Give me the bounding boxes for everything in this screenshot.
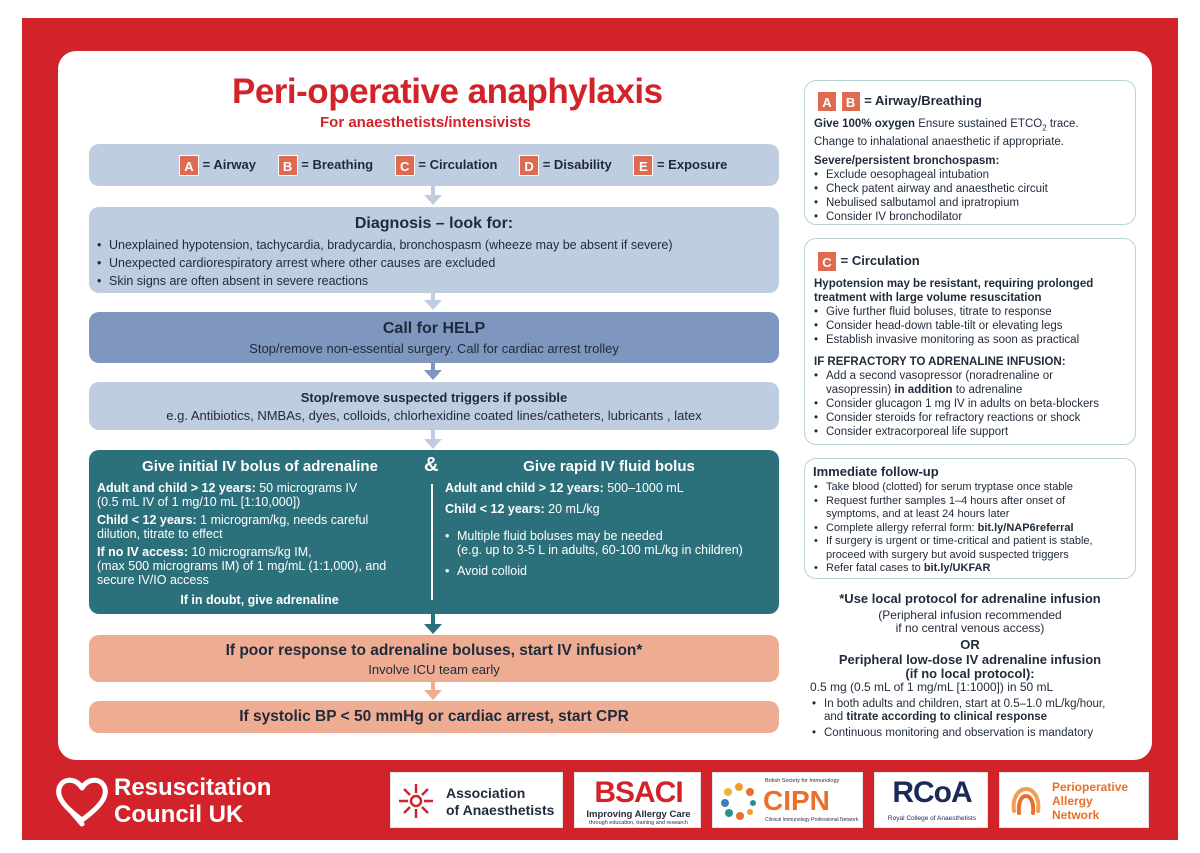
- letter-e-badge: E: [633, 155, 653, 176]
- list-item: • Consider extracorporeal life support: [814, 425, 1132, 439]
- list-item: • Request further samples 1–4 hours after onset of symptoms, and at least 24 hours later: [814, 495, 1134, 522]
- child-label: Child < 12 years:: [97, 513, 197, 527]
- fluid-adult-label: Adult and child > 12 years:: [445, 481, 604, 495]
- infusion-heading: If poor response to adrenaline boluses, start IV infusion*: [225, 642, 643, 659]
- nap6-referral-link[interactable]: bit.ly/NAP6referral: [977, 521, 1074, 534]
- abcde-breathing-label: = Breathing: [301, 156, 374, 172]
- call-for-help-box: [89, 312, 779, 363]
- letter-b-badge: B: [278, 155, 298, 176]
- letter-a-badge: A: [817, 91, 837, 112]
- flow-arrow-head: [424, 370, 442, 380]
- adrenaline-dosing: [97, 481, 422, 607]
- diagnosis-box: [89, 207, 779, 293]
- rcoa-logo: [874, 772, 988, 828]
- flow-arrow-head: [424, 439, 442, 449]
- list-item: • Avoid colloid: [445, 564, 775, 578]
- pan-line-3: Network: [1052, 808, 1100, 822]
- infusion-dose: 0.5 mg (0.5 mL of 1 mg/mL [1:1000]) in 50 mL: [810, 680, 1054, 694]
- fluid-heading: Give rapid IV fluid bolus: [523, 458, 695, 475]
- list-item: • Add a second vasopressor (noradrenaline or vasopressin) in addition to adrenaline: [814, 369, 1132, 397]
- fluid-child-label: Child < 12 years:: [445, 502, 545, 516]
- no-iv-dose-detail-2: secure IV/IO access: [97, 573, 209, 587]
- local-note: (Peripheral infusion recommended: [878, 607, 1062, 622]
- aoa-emblem-icon: [397, 782, 435, 820]
- rcoa-subtitle: Royal College of Anaesthetists: [887, 815, 977, 822]
- no-iv-label: If no IV access:: [97, 545, 189, 559]
- cipn-subtitle: Clinical Immunology Professional Network: [765, 817, 859, 823]
- fluid-list: [445, 529, 775, 578]
- fluid-adult-dose: 500–1000 mL: [603, 481, 684, 495]
- triggers-box: [89, 382, 779, 430]
- fluid-child-dose: 20 mL/kg: [544, 502, 600, 516]
- page-title: Peri-operative anaphylaxis: [232, 72, 663, 111]
- circulation-panel: [804, 238, 1136, 445]
- triggers-text: e.g. Antibiotics, NMBAs, dyes, colloids, chlorhexidine coated lines/catheters, lubricants , latex: [166, 408, 702, 423]
- aoa-line-2: of Anaesthetists: [446, 802, 555, 818]
- abcde-exposure-label: = Exposure: [656, 156, 728, 172]
- adrenaline-heading: Give initial IV bolus of adrenaline: [142, 458, 378, 475]
- followup-list: [814, 481, 1134, 576]
- child-dose-detail: dilution, titrate to effect: [97, 527, 223, 541]
- page-subtitle: For anaesthetists/intensivists: [320, 114, 531, 131]
- circulation-heading: = Circulation: [840, 252, 920, 268]
- aoa-line-1: Association: [446, 785, 526, 801]
- list-item: • Consider steroids for refractory reactions or shock: [814, 411, 1132, 425]
- list-item: • Consider head-down table-tilt or elevating legs: [814, 319, 1132, 333]
- ampersand: &: [424, 454, 439, 476]
- letter-d-badge: D: [519, 155, 539, 176]
- circulation-body: [814, 277, 1132, 439]
- infusion-box: [89, 635, 779, 682]
- diagnosis-list: [97, 236, 673, 290]
- local-protocol-section: [804, 592, 1136, 740]
- rcuk-line-2: Council UK: [114, 801, 244, 828]
- bsaci-logo: [574, 772, 701, 828]
- infusion-list: [804, 698, 1136, 741]
- etco2-text: Ensure sustained ETCO: [915, 118, 1043, 130]
- list-item: • Give further fluid boluses, titrate to response: [814, 305, 1132, 319]
- letter-c-badge: C: [817, 251, 837, 272]
- diagnosis-heading: Diagnosis – look for:: [354, 215, 514, 232]
- infusion-text: Involve ICU team early: [368, 662, 500, 677]
- flow-arrow-head: [424, 690, 442, 700]
- list-item: • Consider glucagon 1 mg IV in adults on beta-blockers: [814, 397, 1132, 411]
- rcuk-logo-text: [114, 774, 271, 828]
- hypotension-text: Hypotension may be resistant, requiring prolonged: [814, 278, 1094, 290]
- cipn-top-text: British Society for Immunology: [765, 778, 840, 784]
- abcde-disability-label: = Disability: [542, 156, 612, 172]
- ukfar-link[interactable]: bit.ly/UKFAR: [923, 562, 991, 574]
- cipn-wordmark: CIPN: [763, 785, 830, 816]
- peripheral-infusion-heading: Peripheral low-dose IV adrenaline infusion: [838, 652, 1102, 667]
- list-item: • Skin signs are often absent in severe reactions: [97, 272, 673, 290]
- list-item: • Unexpected cardiorespiratory arrest where other causes are excluded: [97, 254, 673, 272]
- list-item: • Consider IV bronchodilator: [814, 210, 1132, 224]
- aoa-logo: [390, 772, 563, 828]
- adult-dose-detail: (0.5 mL IV of 1 mg/10 mL [1:10,000]): [97, 495, 301, 509]
- list-item: • Multiple fluid boluses may be needed (e.g. up to 3-5 L in adults, 60-100 mL/kg in children): [445, 529, 775, 557]
- trace-text: trace.: [1046, 118, 1079, 130]
- hypotension-text-2: treatment with large volume resuscitation: [814, 292, 1042, 304]
- letter-b-badge: B: [841, 91, 861, 112]
- pan-logo: [999, 772, 1149, 828]
- list-item: • Nebulised salbutamol and ipratropium: [814, 196, 1132, 210]
- abcde-bar: [89, 144, 779, 186]
- list-item: • If surgery is urgent or time-critical and patient is stable, proceed with surgery but avoid suspected triggers: [814, 535, 1134, 562]
- bronchospasm-list: [814, 168, 1132, 224]
- column-divider: [431, 484, 433, 600]
- list-item: • Take blood (clotted) for serum tryptase once stable: [814, 481, 1134, 495]
- peripheral-infusion-heading-2: (if no local protocol):: [905, 665, 1035, 681]
- list-item: • Continuous monitoring and observation is mandatory: [812, 727, 1136, 741]
- airway-body: [814, 117, 1132, 224]
- refractory-list: [814, 369, 1132, 439]
- rcoa-wordmark: RCoA: [892, 776, 972, 809]
- or-text: OR: [960, 636, 980, 652]
- local-note-2: if no central venous access): [895, 621, 1045, 635]
- circulation-list: [814, 305, 1132, 347]
- flow-arrow-head: [424, 300, 442, 310]
- cipn-dots-icon: [719, 781, 759, 821]
- list-item: • Establish invasive monitoring as soon as practical: [814, 333, 1132, 347]
- etco2-subscript: 2: [1042, 123, 1047, 133]
- refractory-heading: IF REFRACTORY TO ADRENALINE INFUSION:: [814, 356, 1066, 368]
- list-item: • In both adults and children, start at 0.5–1.0 mL/kg/hour, and titrate according to clinical response: [812, 698, 1136, 725]
- bsaci-tagline: Improving Allergy Care: [586, 809, 691, 820]
- child-dose: 1 microgram/kg, needs careful: [196, 513, 369, 527]
- fluid-dosing: [445, 481, 775, 578]
- local-protocol-heading: *Use local protocol for adrenaline infusion: [839, 591, 1101, 606]
- heart-logo-icon: [52, 770, 112, 830]
- airway-breathing-panel: [804, 80, 1136, 225]
- cipn-logo: [712, 772, 863, 828]
- cpr-box: [89, 701, 779, 733]
- list-item: • Check patent airway and anaesthetic circuit: [814, 182, 1132, 196]
- abcde-airway-label: = Airway: [202, 156, 256, 172]
- rcuk-line-1: Resuscitation: [114, 774, 272, 801]
- inhalational-text: Change to inhalational anaesthetic if appropriate.: [814, 136, 1064, 149]
- call-for-help-heading: Call for HELP: [382, 320, 486, 337]
- no-iv-dose: 10 micrograms/kg IM,: [188, 545, 312, 559]
- pan-line-1: Perioperative: [1052, 780, 1129, 794]
- bsaci-wordmark: BSACI: [594, 776, 683, 809]
- call-for-help-text: Stop/remove non-essential surgery. Call for cardiac arrest trolley: [249, 341, 619, 356]
- list-item: • Unexplained hypotension, tachycardia, bradycardia, bronchospasm (wheeze may be absent if severe): [97, 236, 673, 254]
- triggers-heading: Stop/remove suspected triggers if possible: [300, 390, 568, 405]
- pan-emblem-icon: [1008, 783, 1044, 819]
- pan-line-2: Allergy: [1052, 794, 1093, 808]
- oxygen-instruction: Give 100% oxygen: [814, 118, 915, 130]
- letter-c-badge: C: [395, 155, 415, 176]
- list-item: • Exclude oesophageal intubation: [814, 168, 1132, 182]
- followup-panel: [804, 458, 1136, 579]
- airway-breathing-heading: = Airway/Breathing: [864, 92, 982, 108]
- list-item: • Complete allergy referral form: bit.ly/NAP6referral: [814, 522, 1134, 536]
- no-iv-dose-detail: (max 500 micrograms IM) of 1 mg/mL (1:1,000), and: [97, 559, 387, 573]
- adult-dose: 50 micrograms IV: [255, 481, 358, 495]
- bsaci-tagline-2: through education, training and research: [589, 820, 688, 826]
- followup-heading: Immediate follow-up: [813, 464, 939, 479]
- cpr-text: If systolic BP < 50 mmHg or cardiac arrest, start CPR: [239, 708, 629, 725]
- abcde-circulation-label: = Circulation: [418, 156, 498, 172]
- flow-arrow-head: [424, 195, 442, 205]
- list-item: • Refer fatal cases to bit.ly/UKFAR: [814, 562, 1134, 576]
- letter-a-badge: A: [179, 155, 199, 176]
- if-in-doubt-text: If in doubt, give adrenaline: [180, 593, 339, 607]
- treatment-box: [89, 450, 779, 614]
- flow-arrow-head: [424, 624, 442, 634]
- bronchospasm-heading: Severe/persistent bronchospasm:: [814, 155, 1000, 168]
- adult-label: Adult and child > 12 years:: [97, 481, 256, 495]
